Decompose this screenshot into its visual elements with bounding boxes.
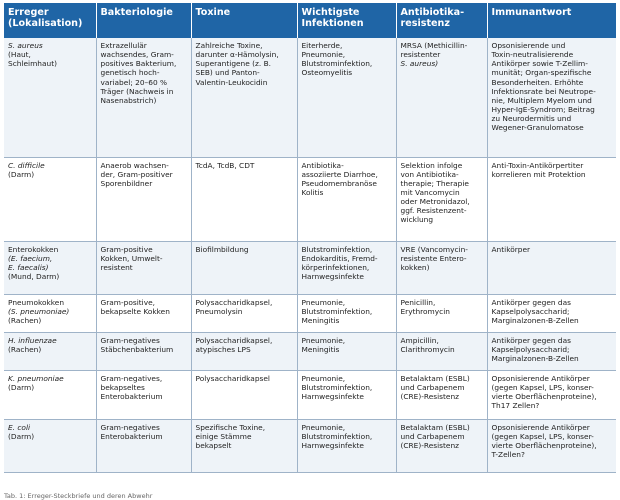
table-cell-resistance (396, 370, 487, 419)
column-header-immune-response (487, 3, 616, 38)
cell-line: Ampicillin, (400, 335, 439, 345)
pathogen-table (4, 3, 616, 473)
cell-line: bekapselt (195, 440, 232, 450)
cell-line: positives Bakterium, (100, 59, 177, 69)
cell-line: Antikörper gegen das (491, 335, 571, 345)
cell-line: Penicillin, (400, 297, 436, 307)
cell-line: Stäbchenbakterium (100, 344, 174, 354)
cell-line: variabel; 20–60 % (100, 77, 168, 87)
table-cell-bacteriology (96, 332, 191, 370)
column-header-line: (Lokalisation) (8, 18, 83, 29)
table-cell-immune-response (487, 38, 616, 157)
cell-line: Anaerob wachsen- (100, 160, 169, 170)
table-cell-pathogen (4, 370, 96, 419)
cell-line: Pneumonie, (301, 335, 346, 345)
table-cell-infections (297, 370, 396, 419)
cell-line: (Mund, Darm) (8, 271, 60, 281)
table-cell-immune-response (487, 370, 616, 419)
column-header-pathogen (4, 3, 96, 38)
cell-line: Biofilmbildung (195, 244, 249, 254)
cell-line: Gram-negatives (100, 335, 160, 345)
cell-line: Gram-positive, (100, 297, 155, 307)
cell-line: TcdA, TcdB, CDT (195, 160, 255, 170)
table-cell-infections (297, 38, 396, 157)
cell-line: kokken) (400, 262, 430, 272)
cell-line: Enterobakterium (100, 431, 163, 441)
table-cell-infections (297, 157, 396, 241)
table-header-row (4, 3, 616, 38)
cell-line: Antikörper (491, 244, 531, 254)
cell-line: ggf. Resistenzent- (400, 206, 467, 216)
cell-line: Polysaccharidkapsel (195, 373, 270, 383)
table-cell-toxins (191, 294, 297, 332)
table-cell-resistance (396, 157, 487, 241)
cell-line: Kapselpolysaccharid; (491, 344, 570, 354)
cell-line: Antikörper sowie T-Zellim- (491, 59, 588, 69)
cell-line: oder Metronidazol, (400, 197, 470, 207)
cell-line: von Antibiotika- (400, 169, 459, 179)
table-cell-bacteriology (96, 419, 191, 472)
cell-line: Gram-negatives (100, 422, 160, 432)
cell-line: bekapselte Kokken (100, 306, 170, 316)
table-cell-toxins (191, 38, 297, 157)
column-header-line: Infektionen (301, 18, 364, 29)
table-cell-immune-response (487, 332, 616, 370)
column-header-line: Erreger (8, 7, 49, 18)
table-cell-infections (297, 419, 396, 472)
cell-line: Antibiotika- (301, 160, 344, 170)
cell-line: Betalaktam (ESBL) (400, 373, 470, 383)
table-body (4, 38, 616, 472)
cell-line: Zahlreiche Toxine, (195, 41, 263, 50)
cell-line: vierte Oberflächenproteine), (491, 391, 597, 401)
table-cell-bacteriology (96, 294, 191, 332)
cell-line: MRSA (Methicillin- (400, 41, 468, 50)
cell-line: Superantigene (z. B. (195, 59, 272, 69)
cell-line: atypisches LPS (195, 344, 251, 354)
cell-line: (Rachen) (8, 315, 42, 325)
cell-line: Polysaccharidkapsel, (195, 335, 273, 345)
column-header-resistance (396, 3, 487, 38)
cell-line: Endokarditis, Fremd- (301, 253, 378, 263)
cell-line: nie, Multiplem Myelom und (491, 95, 592, 105)
table-row (4, 294, 616, 332)
cell-line: (E. faecium, (8, 253, 53, 263)
cell-line: Sporenbildner (100, 178, 153, 188)
cell-line: Pneumonie, (301, 373, 346, 383)
cell-line: resistente Entero- (400, 253, 467, 263)
table-cell-resistance (396, 38, 487, 157)
table-cell-pathogen (4, 157, 96, 241)
cell-line: Kokken, Umwelt- (100, 253, 163, 263)
cell-line: therapie; Therapie (400, 178, 469, 188)
cell-line: (Darm) (8, 431, 35, 441)
cell-line: Blutstrominfektion, (301, 244, 373, 254)
cell-line: Blutstrominfektion, (301, 59, 373, 69)
cell-line: einige Stämme (195, 431, 252, 441)
table-cell-pathogen (4, 241, 96, 294)
cell-line: Opsonisierende Antikörper (491, 422, 590, 432)
cell-line: E. faecalis) (8, 262, 49, 272)
cell-line: Besonderheiten. Erhöhte (491, 77, 584, 87)
cell-line: korrelieren mit Protektion (491, 169, 586, 179)
column-header-line: Antibiotika- (400, 7, 465, 18)
cell-line: Hyper-IgE-Syndrom; Beitrag (491, 105, 595, 115)
table-cell-bacteriology (96, 241, 191, 294)
column-header-line: resistenz (400, 18, 450, 29)
table-cell-bacteriology (96, 38, 191, 157)
cell-line: und Carbapenem (400, 382, 465, 392)
cell-line: H. influenzae (8, 335, 57, 345)
table-cell-pathogen (4, 332, 96, 370)
cell-line: vierte Oberflächenproteine), (491, 440, 597, 450)
cell-line: Nasenabstrich) (100, 95, 157, 105)
table-cell-resistance (396, 419, 487, 472)
cell-line: Selektion infolge (400, 160, 463, 170)
table-cell-pathogen (4, 38, 96, 157)
cell-line: T-Zellen? (491, 449, 525, 459)
cell-line: wicklung (400, 215, 434, 225)
cell-line: Eiterherde, (301, 41, 343, 50)
cell-line: Kapselpolysaccharid; (491, 306, 570, 316)
cell-line: (Haut, (8, 50, 31, 60)
cell-line: Extrazellulär (100, 41, 147, 50)
cell-line: S. aureus (8, 41, 43, 50)
cell-line: Anti-Toxin-Antikörpertiter (491, 160, 584, 170)
cell-line: Blutstrominfektion, (301, 431, 373, 441)
table-cell-immune-response (487, 419, 616, 472)
table-row (4, 241, 616, 294)
table-caption: Tab. 1: Erreger-Steckbriefe und deren Abwehr (4, 492, 153, 500)
cell-line: Blutstrominfektion, (301, 306, 373, 316)
cell-line: Schleimhaut) (8, 59, 57, 69)
column-header-line: Immunantwort (491, 7, 572, 18)
cell-line: Spezifische Toxine, (195, 422, 266, 432)
column-header-infections (297, 3, 396, 38)
cell-line: Kolitis (301, 187, 324, 197)
cell-line: (Darm) (8, 169, 35, 179)
table-cell-immune-response (487, 241, 616, 294)
cell-line: S. aureus) (400, 59, 439, 69)
cell-line: Gram-negatives, (100, 373, 163, 383)
cell-line: zu Neurodermitis und (491, 114, 572, 124)
table-cell-toxins (191, 370, 297, 419)
column-header-line: Bakteriologie (100, 7, 173, 18)
cell-line: Pneumonie, (301, 297, 346, 307)
table-cell-toxins (191, 157, 297, 241)
cell-line: (gegen Kapsel, LPS, konser- (491, 382, 594, 392)
cell-line: Wegener-Granulomatose (491, 123, 584, 133)
cell-line: körperinfektionen, (301, 262, 370, 272)
cell-line: munität; Organ-spezifische (491, 68, 592, 78)
cell-line: (CRE)-Resistenz (400, 391, 460, 401)
cell-line: Th17 Zellen? (491, 400, 540, 410)
cell-line: (CRE)-Resistenz (400, 440, 460, 450)
column-header-line: Toxine (195, 7, 231, 18)
cell-line: Marginalzonen-B-Zellen (491, 353, 579, 363)
cell-line: Pseudomembranöse (301, 178, 377, 188)
table-cell-infections (297, 332, 396, 370)
table-cell-toxins (191, 241, 297, 294)
table-row (4, 370, 616, 419)
cell-line: Clarithromycin (400, 344, 455, 354)
cell-line: Erythromycin (400, 306, 450, 316)
cell-line: Enterobakterium (100, 391, 163, 401)
table-cell-immune-response (487, 157, 616, 241)
cell-line: Infektionsrate bei Neutrope- (491, 86, 596, 96)
table-row (4, 332, 616, 370)
cell-line: Osteomyelitis (301, 68, 353, 78)
cell-line: Blutstrominfektion, (301, 382, 373, 392)
cell-line: Marginalzonen-B-Zellen (491, 315, 579, 325)
cell-line: Meningitis (301, 344, 340, 354)
cell-line: Pneumonie, (301, 50, 346, 60)
table-row (4, 38, 616, 157)
pathogen-table-container (4, 3, 616, 473)
cell-line: C. difficile (8, 160, 45, 170)
table-row (4, 157, 616, 241)
table-cell-pathogen (4, 419, 96, 472)
cell-line: Opsonisierende und (491, 41, 566, 50)
cell-line: und Carbapenem (400, 431, 465, 441)
column-header-toxins (191, 3, 297, 38)
table-cell-infections (297, 294, 396, 332)
table-cell-resistance (396, 332, 487, 370)
cell-line: VRE (Vancomycin- (400, 244, 468, 254)
cell-line: Harnwegsinfekte (301, 271, 364, 281)
cell-line: Harnwegsinfekte (301, 391, 364, 401)
table-cell-infections (297, 241, 396, 294)
cell-line: Pneumokokken (8, 297, 65, 307)
cell-line: Toxin-neutralisierende (491, 50, 574, 60)
cell-line: (S. pneumoniae) (8, 306, 70, 316)
table-cell-toxins (191, 419, 297, 472)
cell-line: darunter α-Hämolysin, (195, 50, 279, 60)
cell-line: Valentin-Leukocidin (195, 77, 268, 87)
cell-line: assoziierte Diarrhoe, (301, 169, 378, 179)
cell-line: Harnwegsinfekte (301, 440, 364, 450)
cell-line: (Darm) (8, 382, 35, 392)
cell-line: K. pneumoniae (8, 373, 64, 383)
cell-line: Polysaccharidkapsel, (195, 297, 273, 307)
table-cell-immune-response (487, 294, 616, 332)
table-cell-resistance (396, 241, 487, 294)
table-row (4, 419, 616, 472)
cell-line: mit Vancomycin (400, 187, 460, 197)
cell-line: (gegen Kapsel, LPS, konser- (491, 431, 594, 441)
table-cell-toxins (191, 332, 297, 370)
column-header-bacteriology (96, 3, 191, 38)
cell-line: genetisch hoch- (100, 68, 160, 78)
table-cell-bacteriology (96, 157, 191, 241)
cell-line: E. coli (8, 422, 31, 432)
cell-line: bekapseltes (100, 382, 145, 392)
table-cell-resistance (396, 294, 487, 332)
cell-line: Gram-positive (100, 244, 153, 254)
cell-line: wachsendes, Gram- (100, 50, 174, 60)
cell-line: SEB) und Panton- (195, 68, 260, 78)
cell-line: Pneumonie, (301, 422, 346, 432)
cell-line: resistenter (400, 50, 441, 60)
cell-line: Enterokokken (8, 244, 59, 254)
cell-line: resistent (100, 262, 133, 272)
table-cell-bacteriology (96, 370, 191, 419)
cell-line: (Rachen) (8, 344, 42, 354)
column-header-line: Wichtigste (301, 7, 360, 18)
cell-line: Antikörper gegen das (491, 297, 571, 307)
cell-line: der, Gram-positiver (100, 169, 173, 179)
table-cell-pathogen (4, 294, 96, 332)
cell-line: Pneumolysin (195, 306, 243, 316)
cell-line: Meningitis (301, 315, 340, 325)
cell-line: Opsonisierende Antikörper (491, 373, 590, 383)
cell-line: Betalaktam (ESBL) (400, 422, 470, 432)
cell-line: Träger (Nachweis in (100, 86, 174, 96)
